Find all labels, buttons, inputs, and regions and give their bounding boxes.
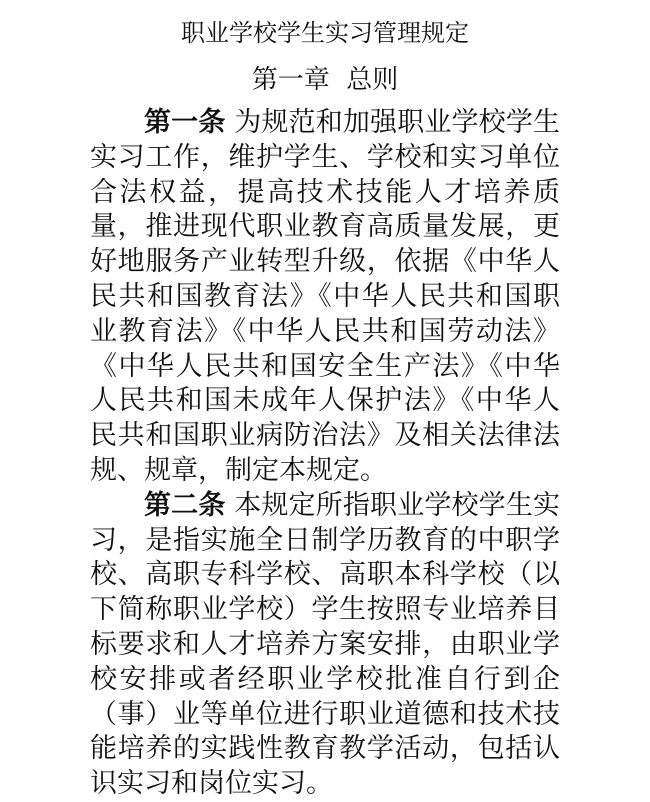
article-2-text: 本规定所指职业学校学生实习，是指实施全日制学历教育的中职学校、高职专科学校、高职本科学校（以下简称职业学校）学生按照专业培养目标要求和人才培养方案安排，由职业学校安排或者经职业学校批准自行到企（事）业等单位进行职业道德和技术技能培养的实践性教育教学活动，包括认识实习和岗位实习。 — [90, 489, 560, 800]
article-1-text: 为规范和加强职业学校学生实习工作，维护学生、学校和实习单位合法权益，提高技术技能人才培养质量，推进现代职业教育高质量发展，更好地服务产业转型升级，依据《中华人民共和国教育法》《中华人民共和国职业教育法》《中华人民共和国劳动法》《中华人民共和国安全生产法》《中华人民共和国未成年人保护法》《中华人民共和国职业病防治法》及相关法律法规、规章，制定本规定。 — [90, 107, 560, 486]
article-1 — [90, 106, 560, 489]
document-title: 职业学校学生实习管理规定 — [181, 19, 469, 47]
article-2-label: 第二条 — [144, 489, 226, 521]
chapter-title: 第一章 总则 — [251, 65, 399, 95]
article-2 — [90, 489, 560, 802]
article-1-label: 第一条 — [144, 107, 226, 138]
